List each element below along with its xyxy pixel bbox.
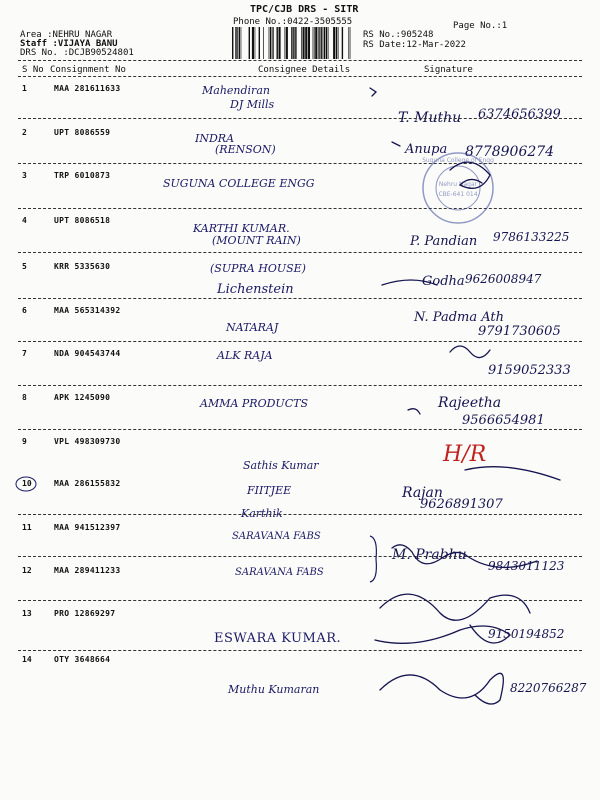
barcode-bar [235, 27, 236, 59]
barcode-bar [308, 27, 310, 59]
rs-date: RS Date:12-Mar-2022 [363, 40, 466, 50]
col-sno: S No [22, 65, 44, 75]
row-consignment: VPL 498309730 [54, 437, 121, 446]
barcode [232, 27, 352, 59]
barcode-bar [328, 27, 329, 59]
barcode-bar [237, 27, 238, 59]
divider [18, 208, 582, 209]
barcode-bar [286, 27, 288, 59]
row-consignee-extra: Lichenstein [217, 282, 294, 297]
barcode-bar [291, 27, 292, 59]
row-consignee: NATARAJ [226, 321, 279, 334]
row-consignment: UPT 8086559 [54, 128, 111, 137]
barcode-bar [333, 27, 335, 59]
area-label: Area :NEHRU NAGAR [20, 30, 113, 40]
row-consignment: PRO 12869297 [54, 609, 116, 618]
barcode-bar [272, 27, 273, 59]
row-consignee: ESWARA KUMAR. [214, 631, 342, 646]
check-mark [392, 142, 400, 146]
barcode-bar [293, 27, 294, 59]
barcode-bar [255, 27, 256, 59]
row-consignee: KARTHI KUMAR. [193, 222, 290, 235]
barcode-bar [321, 27, 322, 59]
divider [18, 298, 582, 299]
barcode-bar [269, 27, 270, 59]
col-signature: Signature [424, 65, 473, 75]
row-phone: 9791730605 [478, 324, 561, 339]
row-consignee: SUGUNA COLLEGE ENGG [163, 177, 315, 190]
barcode-bar [259, 27, 260, 59]
col-consignee: Consignee Details [258, 65, 351, 75]
row-sno: 11 [22, 523, 32, 532]
barcode-bar [315, 27, 317, 59]
row-consignee: SARAVANA FABS [235, 567, 324, 578]
row-consignee: FIITJEE [247, 484, 292, 497]
row-consignment: MAA 289411233 [54, 566, 121, 575]
divider [18, 429, 582, 430]
row-signature: M. Prabhu [392, 547, 467, 563]
barcode-bar [273, 27, 274, 59]
row-signature: Anupa [405, 142, 448, 157]
check-mark [408, 409, 420, 414]
divider [18, 341, 582, 342]
barcode-bar [348, 27, 349, 59]
barcode-bar [350, 27, 351, 59]
row-sno: 6 [22, 306, 27, 315]
row-sno: 12 [22, 566, 32, 575]
row-sno: 9 [22, 437, 27, 446]
row-consignee: Sathis Kumar [243, 459, 319, 472]
row-sno: 14 [22, 655, 32, 664]
row-consignment: TRP 6010873 [54, 171, 111, 180]
row-phone: 9159052333 [488, 363, 571, 378]
row-phone: 9626008947 [465, 272, 542, 286]
barcode-bar [252, 27, 254, 59]
barcode-bar [249, 27, 250, 59]
row-signature: N. Padma Ath [414, 310, 505, 325]
staff-label: Staff :VIJAYA BANU [20, 39, 118, 49]
row-consignment: KRR 5335630 [54, 262, 111, 271]
row-sno: 5 [22, 262, 27, 271]
barcode-bar [342, 27, 343, 59]
row-phone: 8778906274 [465, 144, 555, 160]
barcode-bar [313, 27, 314, 59]
barcode-bar [324, 27, 325, 59]
row-sno: 8 [22, 393, 27, 402]
row-signature: Rajan [402, 485, 443, 501]
barcode-bar [279, 27, 281, 59]
row-phone: 8220766287 [510, 681, 587, 695]
barcode-bar [318, 27, 319, 59]
row-signature: P. Pandian [410, 234, 478, 249]
barcode-bar [241, 27, 242, 59]
barcode-bar [319, 27, 320, 59]
row-consignee: AMMA PRODUCTS [200, 397, 308, 410]
row-phone: 9566654981 [462, 413, 545, 428]
divider [18, 252, 582, 253]
hr-mark: H/R [443, 442, 487, 467]
barcode-bar [295, 27, 296, 59]
row-sno: 1 [22, 84, 27, 93]
barcode-bar [270, 27, 271, 59]
divider [18, 60, 582, 61]
row-sno: 3 [22, 171, 27, 180]
row-consignee: Mahendiran [202, 84, 270, 97]
sheet-title: TPC/CJB DRS - SITR [250, 4, 359, 15]
row-consignment: MAA 281611633 [54, 84, 121, 93]
row-consignment: MAA 286155832 [54, 479, 121, 488]
barcode-bar [314, 27, 315, 59]
barcode-bar [239, 27, 240, 59]
barcode-bar [303, 27, 305, 59]
divider [18, 163, 582, 164]
row-consignee-extra: (RENSON) [215, 143, 276, 156]
row-consignment: MAA 565314392 [54, 306, 121, 315]
row-consignee: Muthu Kumaran [228, 683, 320, 696]
circled-mark [14, 476, 38, 492]
divider [18, 556, 582, 557]
row-consignment: NDA 904543744 [54, 349, 121, 358]
stamp-text-mid: Nehru Nagar [438, 181, 478, 188]
row-signature: Godha [422, 274, 465, 289]
check-mark [370, 88, 376, 96]
barcode-bar [301, 27, 302, 59]
row-consignment: UPT 8086518 [54, 216, 111, 225]
barcode-bar [305, 27, 307, 59]
divider [18, 118, 582, 119]
barcode-bar [263, 27, 264, 59]
phone-number: Phone No.:0422-3505555 [233, 17, 353, 27]
row-sno: 7 [22, 349, 27, 358]
stamp-text-bot: CBE-641 014 [438, 191, 478, 198]
row-phone: 9786133225 [493, 230, 570, 244]
row-consignment: MAA 941512397 [54, 523, 121, 532]
row-signature: T. Muthu [398, 110, 462, 126]
row-consignee-extra: Karthik [241, 507, 283, 520]
row-phone: 9626891307 [420, 497, 503, 512]
row-consignee-extra: (MOUNT RAIN) [212, 234, 301, 247]
row-consignee-extra: DJ Mills [230, 98, 275, 111]
barcode-bar [326, 27, 327, 59]
row-consignee: ALK RAJA [217, 349, 273, 362]
drs-number: DRS No. :DCJB90524801 [20, 48, 134, 58]
col-consignment: Consignment No [50, 65, 126, 75]
scribble-signature [450, 346, 490, 358]
scribble-signature [465, 467, 560, 480]
bracket-mark [368, 534, 380, 584]
divider [18, 514, 582, 515]
rs-number: RS No.:905248 [363, 30, 434, 40]
row-consignee: (SUPRA HOUSE) [210, 262, 306, 275]
row-sno: 2 [22, 128, 27, 137]
page-number: Page No.:1 [453, 21, 508, 31]
scribble-signature [380, 594, 530, 620]
row-signature: Rajeetha [438, 395, 502, 411]
row-consignment: OTY 3648664 [54, 655, 111, 664]
divider [18, 600, 582, 601]
row-phone: 9150194852 [488, 627, 565, 641]
row-phone: 9843011123 [488, 559, 565, 573]
barcode-bar [323, 27, 324, 59]
row-sno: 4 [22, 216, 27, 225]
barcode-bar [277, 27, 278, 59]
barcode-bar [338, 27, 339, 59]
row-phone: 6374656399 [478, 107, 561, 122]
stamp-text-top: Suguna College of Engg [422, 157, 494, 164]
barcode-bar [232, 27, 233, 59]
row-consignment: APK 1245090 [54, 393, 111, 402]
divider [18, 650, 582, 651]
divider [18, 76, 582, 77]
row-consignee: SARAVANA FABS [232, 531, 321, 542]
college-stamp [420, 150, 496, 226]
row-sno: 13 [22, 609, 32, 618]
row-sno: 10 [22, 479, 32, 488]
barcode-bar [336, 27, 337, 59]
divider [18, 385, 582, 386]
row-consignee: INDRA [195, 132, 235, 145]
barcode-bar [285, 27, 286, 59]
scribble-signature [380, 673, 503, 704]
